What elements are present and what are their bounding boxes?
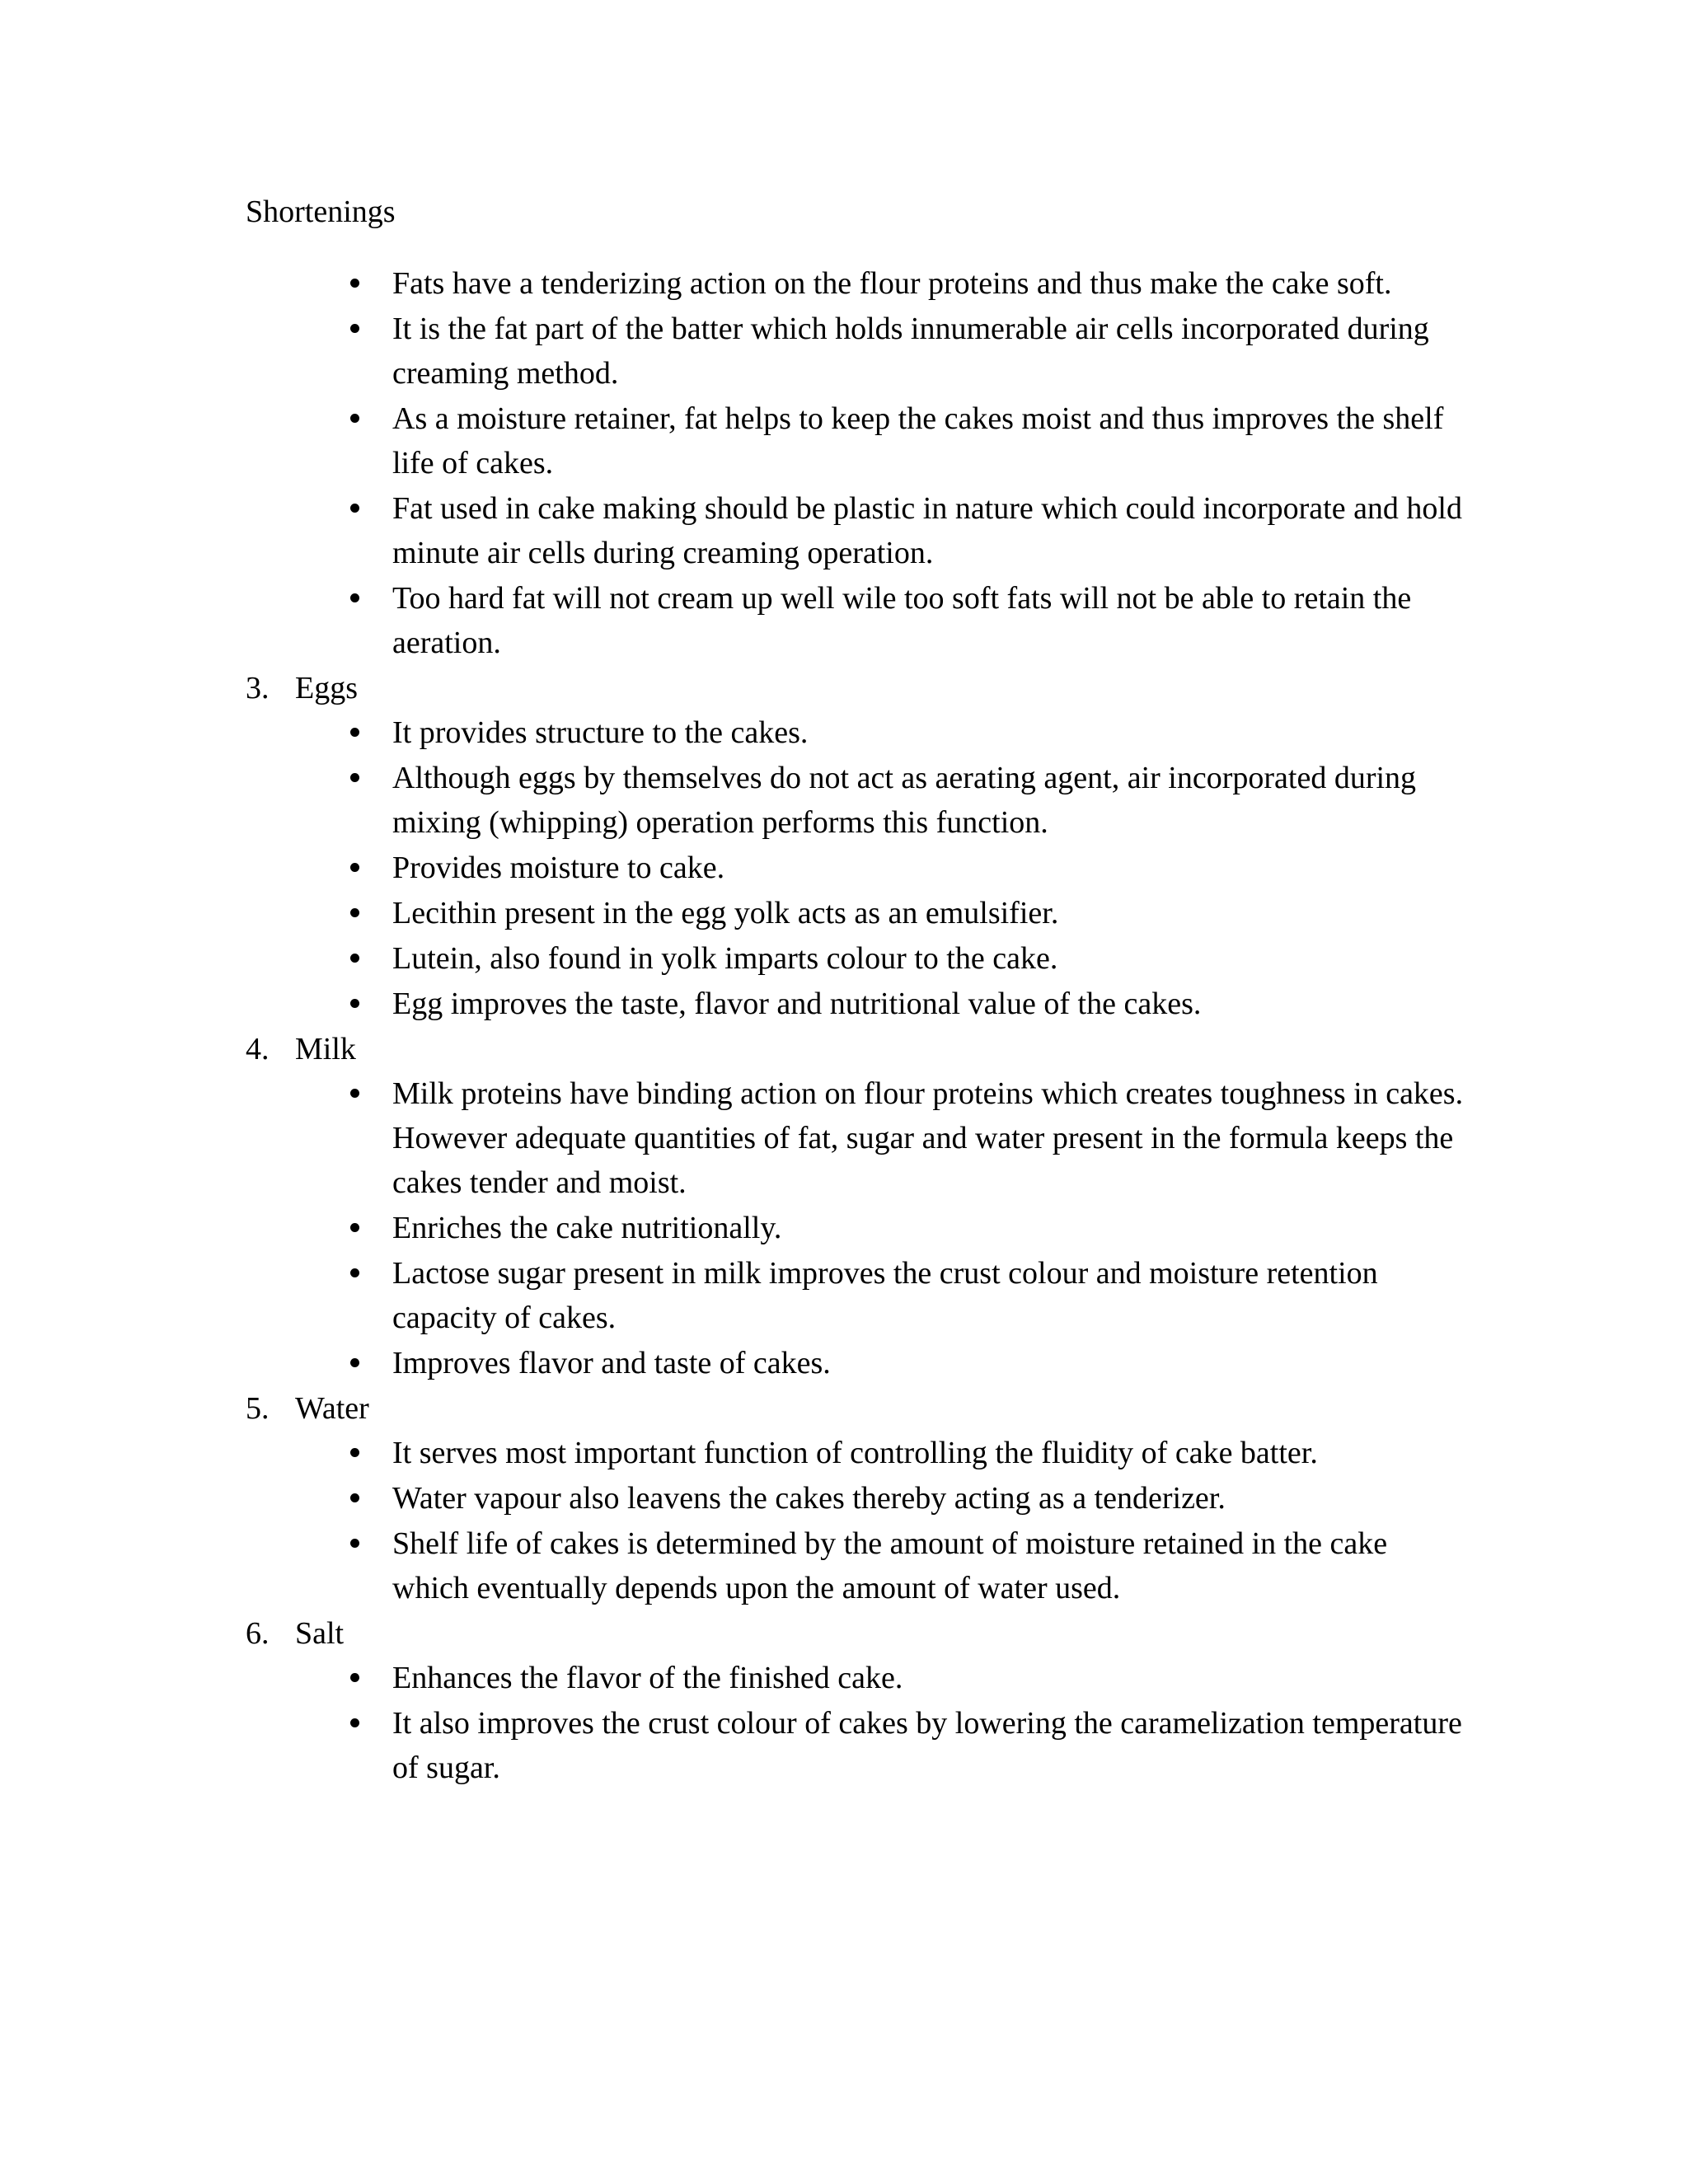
bullet-list (246, 261, 1465, 665)
list-item-text: Enhances the flavor of the finished cake. (392, 1661, 903, 1695)
list-item-text: Fat used in cake making should be plastic in nature which could incorporate and hold minute air cells during creaming operation. (392, 491, 1462, 570)
bullet-icon (350, 1493, 359, 1502)
list-item-text: It serves most important function of controlling the fluidity of cake batter. (392, 1436, 1318, 1470)
list-item (246, 1206, 1465, 1250)
section-eggs (246, 666, 1465, 1026)
section-heading (246, 666, 1465, 710)
list-item-text: Shelf life of cakes is determined by the amount of moisture retained in the cake which eventually depends upon the amount of water used. (392, 1526, 1388, 1605)
list-item-text: It provides structure to the cakes. (392, 715, 809, 750)
list-item (246, 1341, 1465, 1385)
bullet-icon (350, 1223, 359, 1232)
list-item (246, 1476, 1465, 1521)
section-water (246, 1386, 1465, 1610)
bullet-icon (350, 593, 359, 602)
list-item-text: Lecithin present in the egg yolk acts as an emulsifier. (392, 896, 1059, 930)
section-heading (246, 1611, 1465, 1656)
list-item-text: Too hard fat will not cream up well wile too soft fats will not be able to retain the aeration. (392, 581, 1412, 660)
bullet-list (246, 1431, 1465, 1610)
list-item-text: Provides moisture to cake. (392, 851, 725, 885)
list-item (246, 1656, 1465, 1700)
section-title: Salt (295, 1616, 345, 1651)
list-item (246, 846, 1465, 890)
bullet-icon (350, 1718, 359, 1727)
bullet-icon (350, 504, 359, 513)
list-item (246, 1521, 1465, 1610)
section-shortenings (246, 190, 1465, 665)
list-item-text: Fats have a tenderizing action on the flour proteins and thus make the cake soft. (392, 266, 1392, 301)
list-item (246, 261, 1465, 306)
list-item-text: Water vapour also leavens the cakes thereby acting as a tenderizer. (392, 1481, 1226, 1516)
bullet-icon (350, 908, 359, 917)
list-item-text: Enriches the cake nutritionally. (392, 1211, 782, 1245)
list-item (246, 1701, 1465, 1790)
bullet-icon (350, 414, 359, 423)
bullet-icon (350, 1673, 359, 1682)
section-title: Water (295, 1391, 369, 1426)
bullet-icon (350, 1268, 359, 1277)
list-item (246, 396, 1465, 485)
section-heading (246, 1027, 1465, 1071)
list-item (246, 1071, 1465, 1205)
bullet-list (246, 710, 1465, 1026)
list-item (246, 756, 1465, 845)
bullet-icon (350, 1539, 359, 1548)
section-milk (246, 1027, 1465, 1385)
list-item (246, 982, 1465, 1026)
section-title: Milk (295, 1032, 356, 1066)
bullet-icon (350, 324, 359, 333)
list-item (246, 576, 1465, 665)
list-item (246, 307, 1465, 396)
document-body (246, 190, 1465, 1791)
bullet-icon (350, 728, 359, 737)
list-item-text: Milk proteins have binding action on flour proteins which creates toughness in cakes. However adequate quantities of fat, sugar and water present in the formula keeps the cakes tender and moist. (392, 1076, 1464, 1200)
section-salt (246, 1611, 1465, 1790)
section-title: Shortenings (246, 194, 396, 229)
section-heading (246, 1386, 1465, 1431)
list-item (246, 486, 1465, 575)
list-item (246, 891, 1465, 935)
bullet-icon (350, 863, 359, 872)
section-number: 3. (246, 671, 270, 705)
list-item (246, 1431, 1465, 1475)
bullet-list (246, 1071, 1465, 1385)
list-item (246, 1251, 1465, 1340)
section-heading (246, 190, 1465, 234)
bullet-icon (350, 1358, 359, 1367)
bullet-icon (350, 1089, 359, 1098)
section-number: 5. (246, 1391, 270, 1426)
list-item (246, 936, 1465, 981)
section-number: 4. (246, 1032, 270, 1066)
section-title: Eggs (295, 671, 358, 705)
list-item-text: Lactose sugar present in milk improves the crust colour and moisture retention capacity of cakes. (392, 1256, 1378, 1335)
bullet-list (246, 1656, 1465, 1790)
section-number: 6. (246, 1616, 270, 1651)
list-item-text: Improves flavor and taste of cakes. (392, 1346, 831, 1380)
list-item-text: Lutein, also found in yolk imparts colour to the cake. (392, 941, 1058, 976)
bullet-icon (350, 954, 359, 963)
bullet-icon (350, 279, 359, 288)
list-item-text: As a moisture retainer, fat helps to keep the cakes moist and thus improves the shelf life of cakes. (392, 401, 1444, 480)
bullet-icon (350, 999, 359, 1008)
list-item-text: It also improves the crust colour of cakes by lowering the caramelization temperature of sugar. (392, 1706, 1462, 1785)
list-item-text: Egg improves the taste, flavor and nutritional value of the cakes. (392, 987, 1202, 1021)
bullet-icon (350, 773, 359, 782)
list-item-text: Although eggs by themselves do not act as aerating agent, air incorporated during mixing (whipping) operation performs this function. (392, 761, 1417, 840)
list-item (246, 710, 1465, 755)
list-item-text: It is the fat part of the batter which holds innumerable air cells incorporated during creaming method. (392, 312, 1429, 391)
bullet-icon (350, 1448, 359, 1457)
